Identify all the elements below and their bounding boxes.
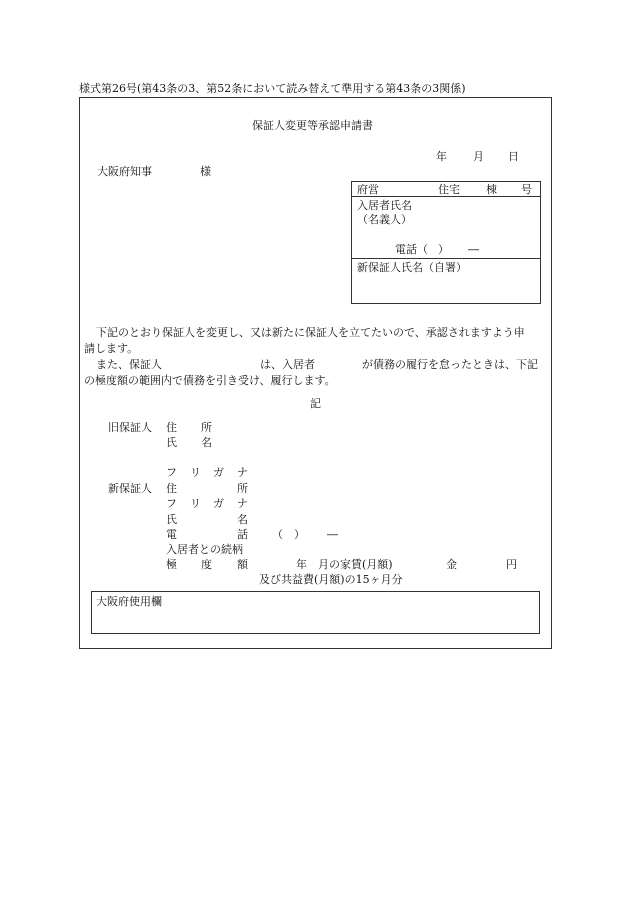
applicant-box-divider-mid bbox=[351, 258, 541, 259]
date-day[interactable]: 日 bbox=[508, 150, 519, 163]
new-guarantor-label: 新保証人 bbox=[108, 482, 152, 495]
limit-year: 年 bbox=[296, 558, 307, 571]
furigana1-char4: ナ bbox=[237, 466, 248, 479]
limit-yen: 円 bbox=[506, 558, 517, 571]
housing-prefecture-label: 府営 bbox=[357, 183, 379, 196]
furigana2-char3: ガ bbox=[213, 497, 224, 510]
new-name-char1: 氏 bbox=[166, 513, 177, 526]
paragraph2-lead: また、保証人 bbox=[96, 358, 162, 371]
new-phone-paren-close: ） bbox=[294, 528, 305, 541]
furigana1-char1: フ bbox=[166, 466, 177, 479]
new-name-char2: 名 bbox=[237, 513, 248, 526]
old-name-char1: 氏 bbox=[166, 436, 177, 449]
applicant-box-divider-top bbox=[351, 196, 541, 197]
limit-char2: 度 bbox=[201, 558, 212, 571]
form-header: 様式第26号(第43条の3、第52条において読み替えて準用する第43条の3関係) bbox=[79, 82, 466, 95]
date-month[interactable]: 月 bbox=[473, 150, 484, 163]
new-phone-dash: ― bbox=[327, 528, 338, 541]
old-address-char1: 住 bbox=[166, 421, 177, 434]
old-name-char2: 名 bbox=[201, 436, 212, 449]
limit-char3: 額 bbox=[237, 558, 248, 571]
paragraph1-line2: 請します。 bbox=[84, 342, 139, 355]
addressee-honorific: 様 bbox=[200, 165, 211, 178]
form-frame bbox=[79, 97, 552, 649]
unit-number-label: 号 bbox=[521, 183, 532, 196]
new-guarantor-signature-label: 新保証人氏名（自署） bbox=[357, 261, 467, 274]
common-fee-note: 及び共益費(月額)の15ヶ月分 bbox=[259, 573, 403, 586]
form-title: 保証人変更等承認申請書 bbox=[252, 119, 373, 132]
addressee-name: 大阪府知事 bbox=[97, 165, 152, 178]
housing-label: 住宅 bbox=[438, 183, 460, 196]
resident-phone-paren-close: ） bbox=[438, 243, 449, 256]
limit-rent: 月の家賃(月額) bbox=[318, 558, 393, 571]
office-use-label: 大阪府使用欄 bbox=[96, 595, 162, 608]
paragraph2-resident: は、入居者 bbox=[260, 358, 315, 371]
date-year[interactable]: 年 bbox=[436, 150, 447, 163]
furigana1-char3: ガ bbox=[213, 466, 224, 479]
paragraph2-tail: が債務の履行を怠ったときは、下記 bbox=[362, 358, 538, 371]
resident-name-label: 入居者氏名 bbox=[357, 199, 412, 212]
old-guarantor-label: 旧保証人 bbox=[108, 421, 152, 434]
paragraph2-line2: の極度額の範囲内で債務を引き受け、履行します。 bbox=[84, 374, 336, 387]
new-address-char2: 所 bbox=[237, 482, 248, 495]
limit-char1: 極 bbox=[166, 558, 177, 571]
relation-label: 入居者との続柄 bbox=[166, 543, 243, 556]
resident-phone-dash: ― bbox=[468, 243, 479, 256]
resident-phone-label: 電話（ bbox=[395, 243, 428, 256]
resident-name-sublabel: （名義人） bbox=[357, 213, 412, 226]
furigana1-char2: リ bbox=[190, 466, 201, 479]
new-phone-char2: 話 bbox=[237, 528, 248, 541]
paragraph1-line1: 下記のとおり保証人を変更し、又は新たに保証人を立てたいので、承認されますよう申 bbox=[96, 326, 525, 339]
new-address-char1: 住 bbox=[166, 482, 177, 495]
limit-amount: 金 bbox=[446, 558, 457, 571]
new-phone-char1: 電 bbox=[166, 528, 177, 541]
ki-heading: 記 bbox=[310, 397, 321, 410]
furigana2-char2: リ bbox=[190, 497, 201, 510]
furigana2-char1: フ bbox=[166, 497, 177, 510]
old-address-char2: 所 bbox=[201, 421, 212, 434]
new-phone-paren-open: （ bbox=[272, 528, 283, 541]
building-label: 棟 bbox=[486, 183, 497, 196]
furigana2-char4: ナ bbox=[237, 497, 248, 510]
